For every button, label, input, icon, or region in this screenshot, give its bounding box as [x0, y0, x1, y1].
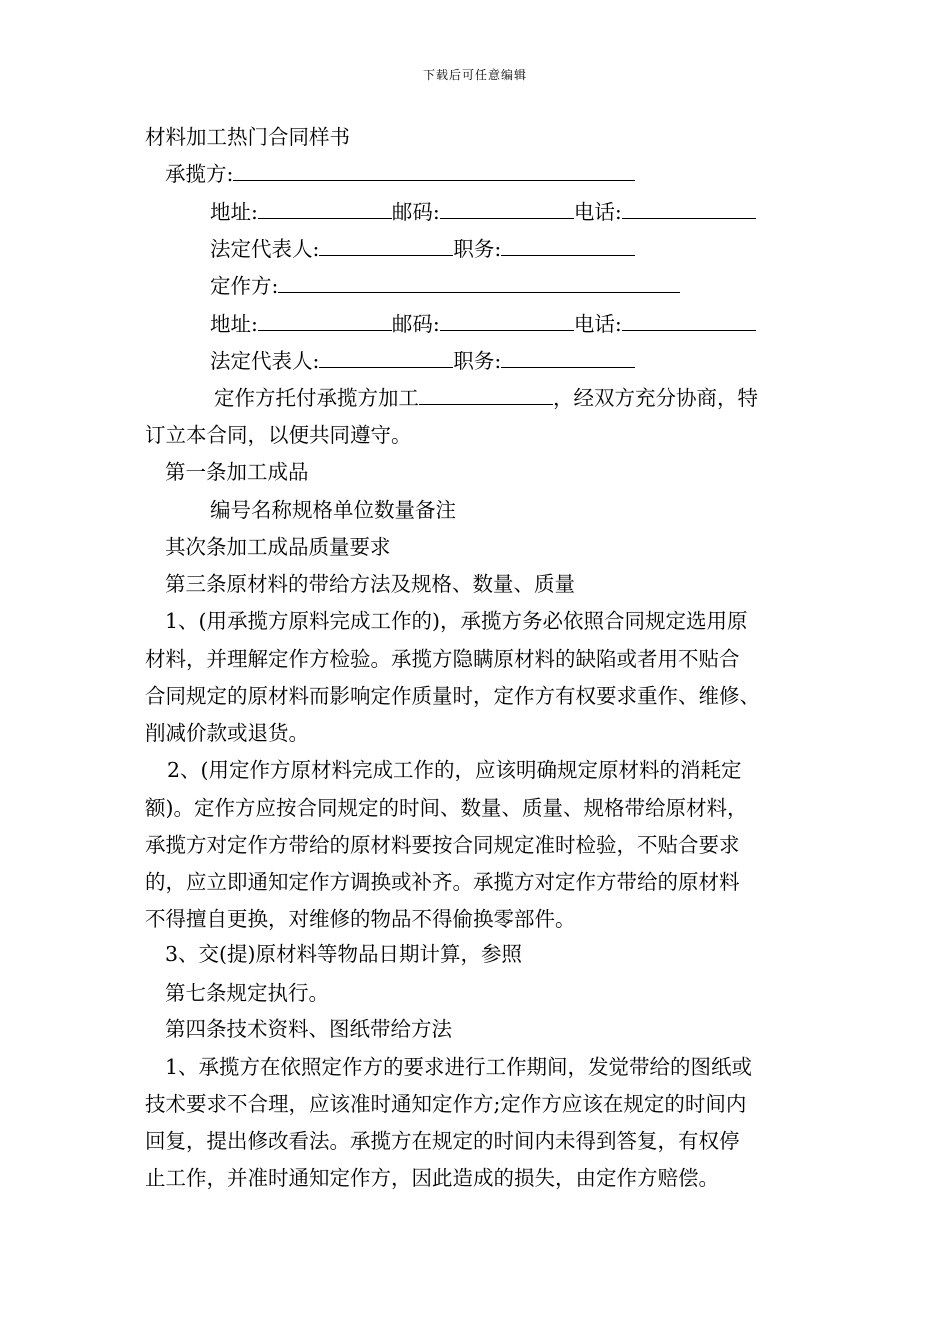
page-header-note: 下载后可任意编辑 [422, 68, 527, 82]
postcode-label: 邮码: [391, 312, 440, 336]
address-blank[interactable] [258, 310, 392, 331]
paragraph-line: 3、交(提)原材料等物品日期计算，参照 [165, 942, 523, 966]
orderer-rep-line [210, 347, 635, 375]
paragraph-line: 回复，提出修改看法。承揽方在规定的时间内未得到答复，有权停 [145, 1129, 740, 1153]
postcode-blank[interactable] [440, 310, 574, 331]
contractor-blank[interactable] [233, 160, 635, 181]
paragraph-line: 额)。定作方应按合同规定的时间、数量、质量、规格带给原材料， [145, 796, 748, 820]
contractor-rep-line [210, 235, 635, 263]
paragraph-line: 不得擅自更换，对维修的物品不得偷换零部件。 [145, 907, 576, 931]
intro-text-b: ，经双方充分协商，特 [553, 386, 758, 410]
position-blank[interactable] [501, 347, 635, 368]
contractor-line [165, 160, 635, 188]
article-1-heading: 第一条加工成品 [165, 460, 309, 484]
rep-label: 法定代表人: [210, 349, 320, 373]
paragraph-line: 合同规定的原材料而影响定作质量时，定作方有权要求重作、维修、 [145, 684, 760, 708]
phone-label: 电话: [573, 200, 622, 224]
position-label: 职务: [453, 349, 502, 373]
intro-text-a: 定作方托付承揽方加工 [214, 386, 419, 410]
phone-blank[interactable] [622, 310, 756, 331]
address-label: 地址: [210, 200, 258, 224]
address-blank[interactable] [258, 198, 392, 219]
position-blank[interactable] [501, 235, 635, 256]
table-header-text: 编号名称规格单位数量备注 [210, 498, 456, 522]
contractor-label: 承揽方: [165, 162, 234, 186]
rep-blank[interactable] [319, 235, 453, 256]
paragraph-line: 的，应立即通知定作方调换或补齐。承揽方对定作方带给的原材料 [145, 870, 740, 894]
paragraph-line: 1、承揽方在依照定作方的要求进行工作期间，发觉带给的图纸或 [165, 1055, 753, 1079]
phone-label: 电话: [573, 312, 622, 336]
product-blank[interactable] [419, 384, 553, 405]
paragraph-line: 技术要求不合理，应该准时通知定作方;定作方应该在规定的时间内 [145, 1092, 747, 1116]
paragraph-line: 2、(用定作方原材料完成工作的，应该明确规定原材料的消耗定 [167, 758, 742, 782]
article-3-heading: 第三条原材料的带给方法及规格、数量、质量 [165, 572, 575, 596]
orderer-blank[interactable] [278, 272, 680, 293]
postcode-blank[interactable] [440, 198, 574, 219]
orderer-address-line [210, 310, 756, 338]
intro-line-2: 订立本合同，以便共同遵守。 [145, 423, 412, 447]
intro-line-1 [214, 384, 758, 412]
orderer-label: 定作方: [210, 274, 279, 298]
postcode-label: 邮码: [391, 200, 440, 224]
paragraph-line: 材料，并理解定作方检验。承揽方隐瞒原材料的缺陷或者用不贴合 [145, 647, 740, 671]
article-2-heading: 其次条加工成品质量要求 [165, 535, 391, 559]
position-label: 职务: [453, 237, 502, 261]
article-4-heading: 第四条技术资料、图纸带给方法 [165, 1017, 452, 1041]
paragraph-line: 1、(用承揽方原料完成工作的)，承揽方务必依照合同规定选用原 [165, 609, 748, 633]
document-title: 材料加工热门合同样书 [145, 125, 350, 149]
rep-blank[interactable] [319, 347, 453, 368]
rep-label: 法定代表人: [210, 237, 320, 261]
paragraph-line: 止工作，并准时通知定作方，因此造成的损失，由定作方赔偿。 [145, 1166, 719, 1190]
orderer-line [210, 272, 680, 300]
contractor-address-line [210, 198, 756, 226]
address-label: 地址: [210, 312, 258, 336]
phone-blank[interactable] [622, 198, 756, 219]
paragraph-line: 第七条规定执行。 [165, 981, 329, 1005]
paragraph-line: 承揽方对定作方带给的原材料要按合同规定准时检验，不贴合要求 [145, 833, 740, 857]
paragraph-line: 削减价款或退货。 [145, 721, 309, 745]
